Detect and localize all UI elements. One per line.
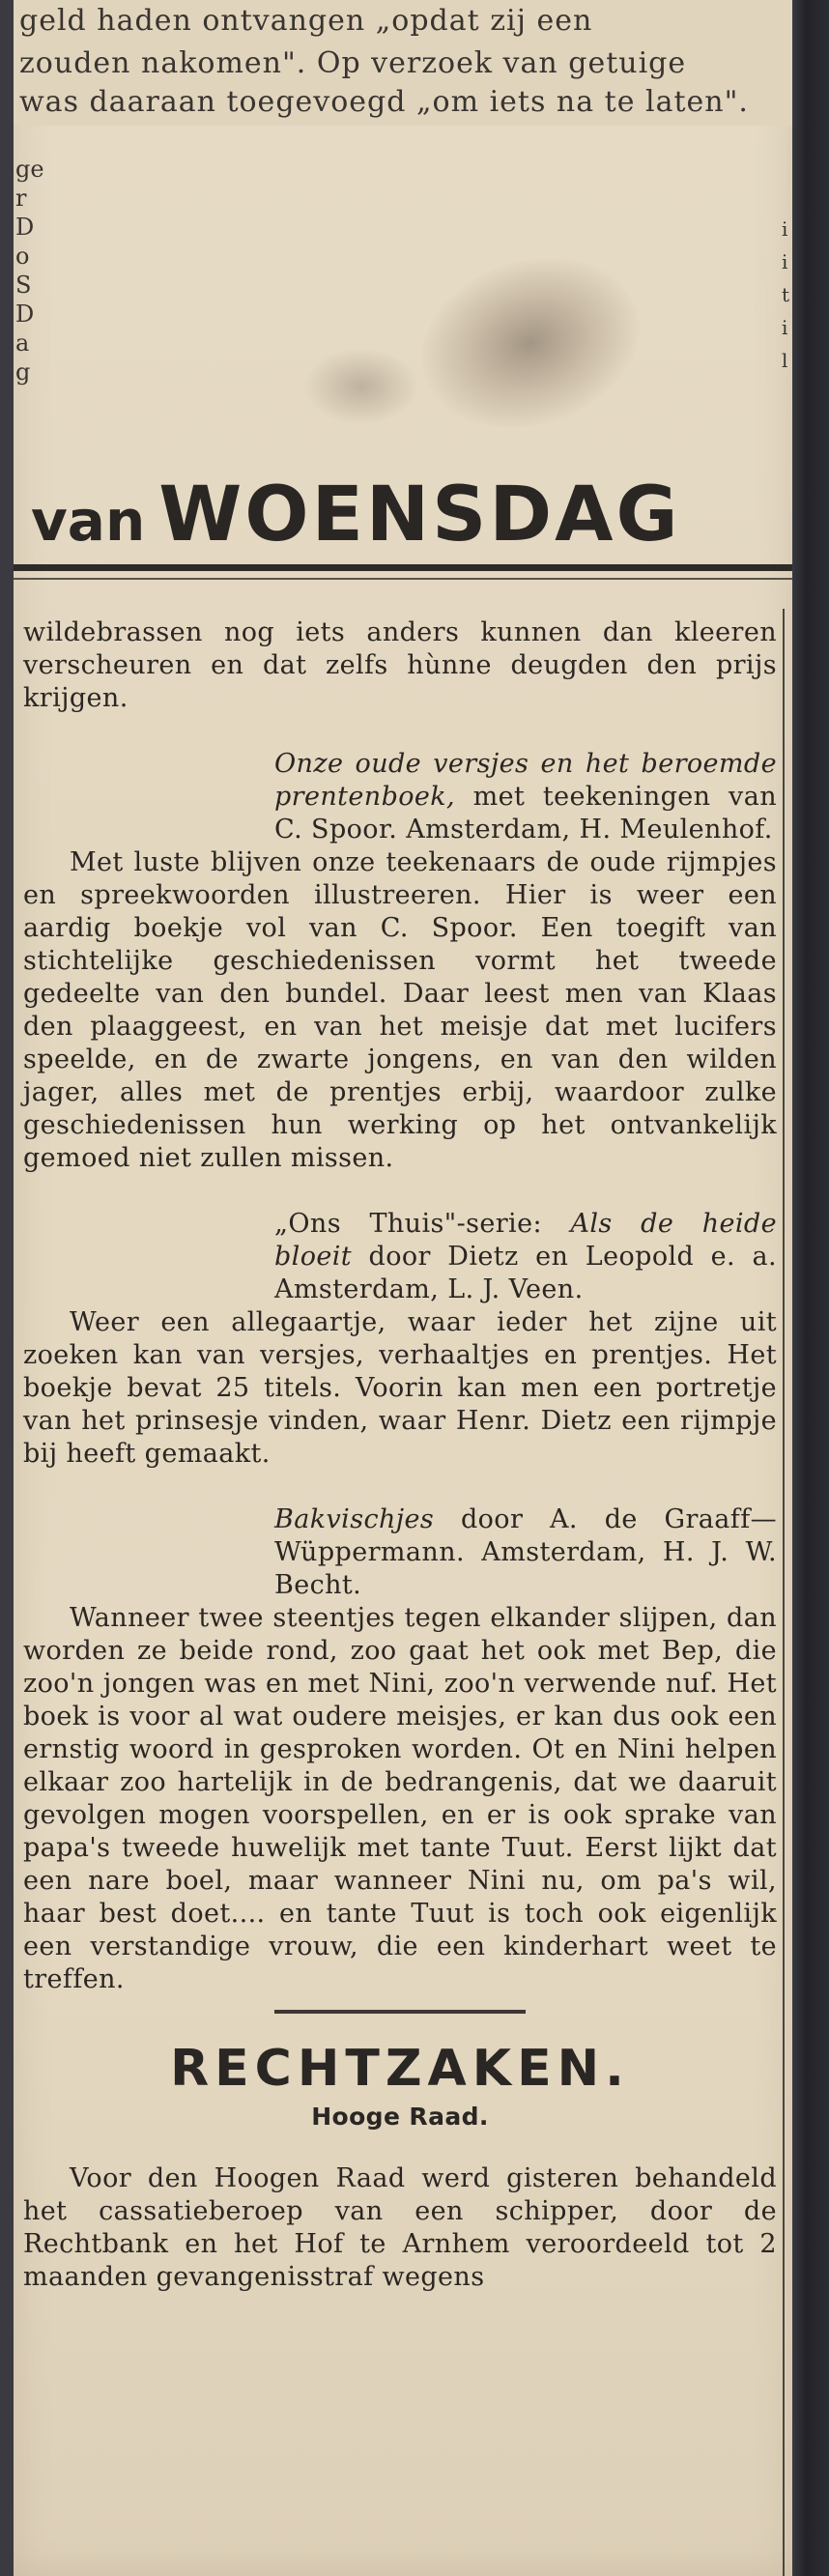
right-column-fragments <box>782 213 792 377</box>
review-heading <box>274 748 777 846</box>
fragment-char: i <box>782 250 788 273</box>
fragment-char: i <box>782 217 788 241</box>
review-title: Bakvischjes <box>274 1504 435 1534</box>
scanner-margin-left <box>0 0 14 2576</box>
article-body <box>23 616 777 2294</box>
fragment-char: t <box>782 283 790 306</box>
review-title: Onze oude versjes en het beroemde prentenboek, <box>274 749 777 812</box>
left-column-fragments <box>15 155 44 386</box>
review-body: Met luste blijven onze teekenaars de oude rijmpjes en spreekwoorden illustreeren. Hier is weer een aardig boekje vol van C. Spoor. Een toegift van stichtelijke geschiedenissen vormt het tweede gedeelte van den bundel. Daar leest men van Klaas den plaaggeest, en van het meisje dat met lucifers speelde, en de zwarte jongens, en van den wilden jager, alles met de prentjes erbij, waardoor zulke geschiedenissen hun werking op het ontvankelijk gemoed niet zullen missen. <box>23 847 777 1173</box>
column-border <box>783 609 785 2576</box>
top-fragment-line: was daaraan toegevoegd „om iets na te laten". <box>19 85 749 119</box>
header-day: WOENSDAG <box>158 472 681 558</box>
water-stain <box>303 348 419 425</box>
fragment-char: S <box>15 272 32 299</box>
fragment-char: i <box>782 316 788 339</box>
header-van: van <box>31 488 146 554</box>
review-title: Als de heide bloeit <box>274 1209 777 1272</box>
scanner-margin-right <box>790 0 829 2576</box>
article-intro: wildebrassen nog iets anders kunnen dan kleeren verscheuren en dat zelfs hùnne deugden den prijs krijgen. <box>23 617 777 713</box>
review-heading <box>274 1208 777 1306</box>
top-fragment <box>14 0 792 126</box>
fragment-char: o <box>15 243 30 270</box>
fragment-char: r <box>15 185 27 212</box>
fragment-char: D <box>15 214 35 241</box>
fragment-char: a <box>15 329 30 357</box>
top-fragment-line: geld haden ontvangen „opdat zij een <box>19 4 593 38</box>
fragment-char: D <box>15 301 35 328</box>
section-subtitle: Hooge Raad. <box>311 2103 489 2131</box>
section-divider <box>274 2010 526 2014</box>
header-rule <box>14 564 792 571</box>
water-stain <box>399 231 661 456</box>
page-header <box>31 472 680 558</box>
review-details: door A. de Graaff—Wüppermann. Amsterdam, H. J. W. Becht. <box>274 1504 777 1600</box>
section-body: Voor den Hoogen Raad werd gisteren behandeld het cassatieberoep van een schipper, door de Rechtbank en het Hof te Arnhem veroordeeld tot 2 maanden gevangenisstraf wegens <box>23 2163 777 2292</box>
review-prefix: „Ons Thuis"-serie: <box>274 1209 542 1239</box>
section-title: RECHTZAKEN. <box>170 2040 630 2098</box>
review-body: Wanneer twee steentjes tegen elkander slijpen, dan worden ze beide rond, zoo gaat het ook met Bep, die zoo'n jongen was en met Nini, zoo'n verwende nuf. Het boek is voor al wat oudere meisjes, er kan dus ook een ernstig woord in gesproken worden. Ot en Nini helpen elkaar zoo hartelijk in de bedrangenis, dat we daaruit gevolgen mogen voorspellen, en er is ook sprake van papa's tweede huwelijk met tante Tuut. Eerst lijkt dat een nare boel, maar wanneer Nini nu, om pa's wil, haar best doet.... en tante Tuut is toch ook eigenlijk een verstandige vrouw, die een kinderhart weet te treffen. <box>23 1603 777 1994</box>
review-body: Weer een allegaartje, waar ieder het zijne uit zoeken kan van versjes, verhaaltjes en prentjes. Het boekje bevat 25 titels. Voorin kan men een portretje van het prinsesje vinden, waar Henr. Dietz een rijmpje bij heeft gemaakt. <box>23 1307 777 1469</box>
review-details: door Dietz en Leopold e. a. Amsterdam, L. J. Veen. <box>274 1242 777 1304</box>
review-heading <box>274 1503 777 1602</box>
newspaper-clipping <box>14 0 792 2576</box>
top-fragment-line: zouden nakomen". Op verzoek van getuige <box>19 46 687 80</box>
review-details: met teekeningen van C. Spoor. Amsterdam, H. Meulenhof. <box>274 782 777 844</box>
header-rule-thin <box>14 578 792 580</box>
fragment-char: g <box>15 358 31 386</box>
fragment-char: l <box>782 349 788 372</box>
fragment-char: ge <box>15 156 44 183</box>
